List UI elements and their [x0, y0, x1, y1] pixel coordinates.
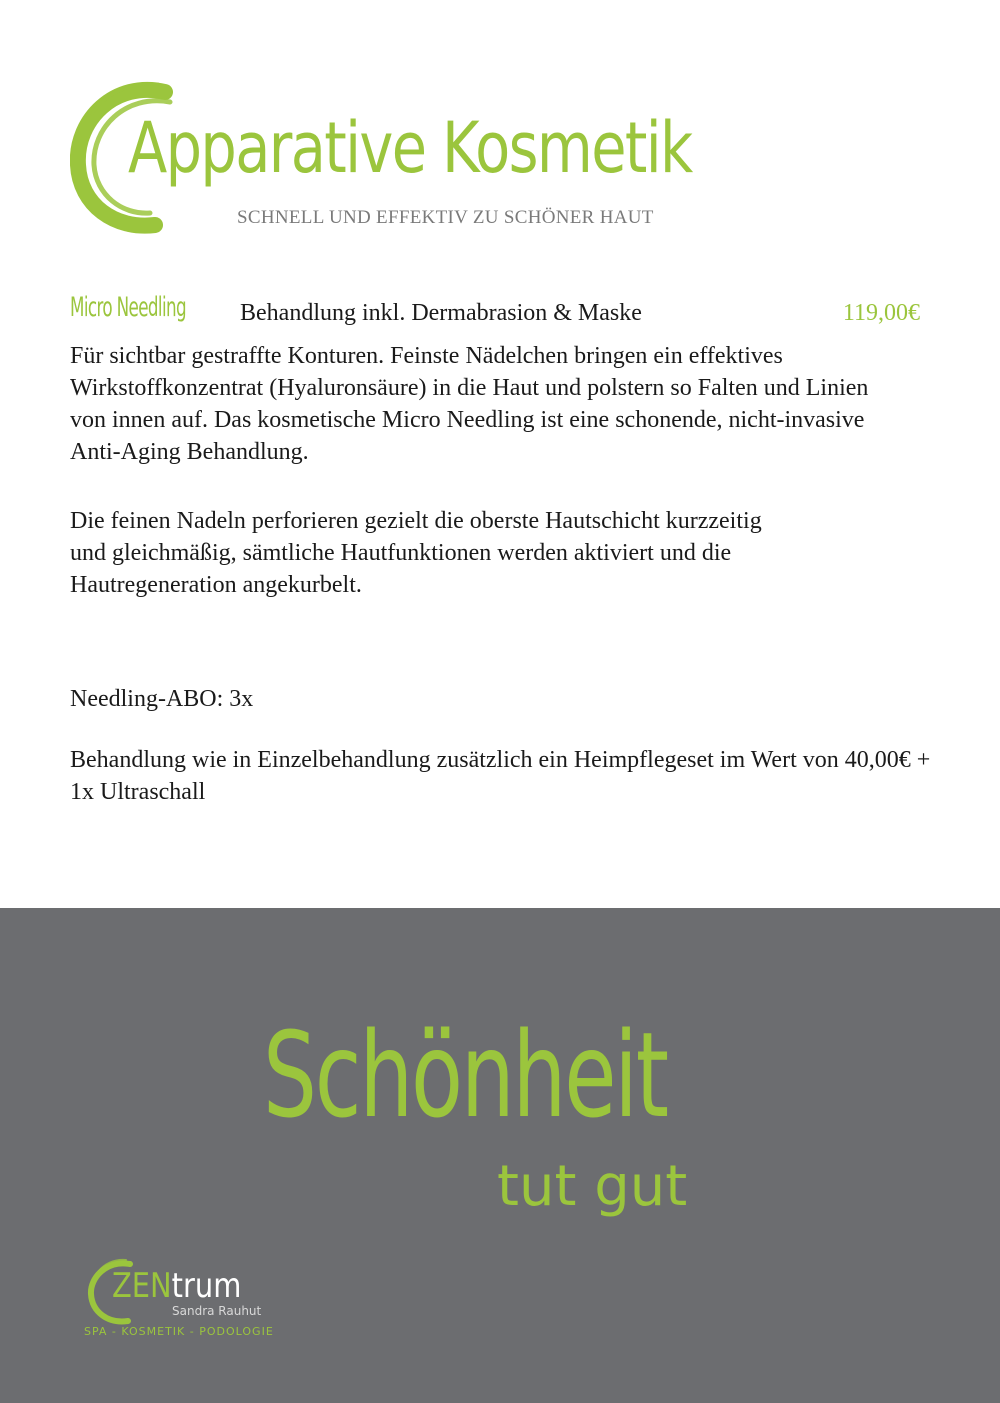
slogan-line-2: tut gut — [497, 1154, 688, 1219]
slogan-line-1: Schönheit — [263, 1006, 667, 1144]
brand-logo — [112, 1266, 241, 1306]
brand-owner: Sandra Rauhut — [172, 1304, 262, 1318]
brand-trum: trum — [171, 1266, 242, 1306]
brand-zen: ZEN — [112, 1266, 172, 1306]
page-title: Apparative Kosmetik — [128, 107, 692, 189]
description-paragraph: Die feinen Nadeln perforieren gezielt die oberste Hautschicht kurzzeitig und gleichmäßig, sämtliche Hautfunktionen werden aktiviert und die Hautregeneration angekurbelt. — [70, 508, 762, 598]
treatment-description: Behandlung inkl. Dermabrasion & Maske — [240, 300, 642, 326]
description-paragraph: Für sichtbar gestraffte Konturen. Feinste Nädelchen bringen ein effektives Wirkstoffkonzentrat (Hyaluronsäure) in die Haut und polstern so Falten und Linien von innen auf. Das kosmetische Micro Needling ist eine schonende, nicht-invasive Anti-Aging Behandlung. — [70, 343, 869, 465]
treatment-name: Micro Needling — [70, 292, 186, 323]
brand-tagline: SPA - KOSMETIK - PODOLOGIE — [84, 1325, 274, 1338]
abo-description: Behandlung wie in Einzelbehandlung zusätzlich ein Heimpflegeset im Wert von 40,00€ + 1x Ultraschall — [70, 747, 931, 805]
abo-title: Needling-ABO: 3x — [70, 686, 254, 712]
page-subtitle: SCHNELL UND EFFEKTIV ZU SCHÖNER HAUT — [237, 207, 654, 228]
treatment-price: 119,00€ — [842, 300, 920, 326]
